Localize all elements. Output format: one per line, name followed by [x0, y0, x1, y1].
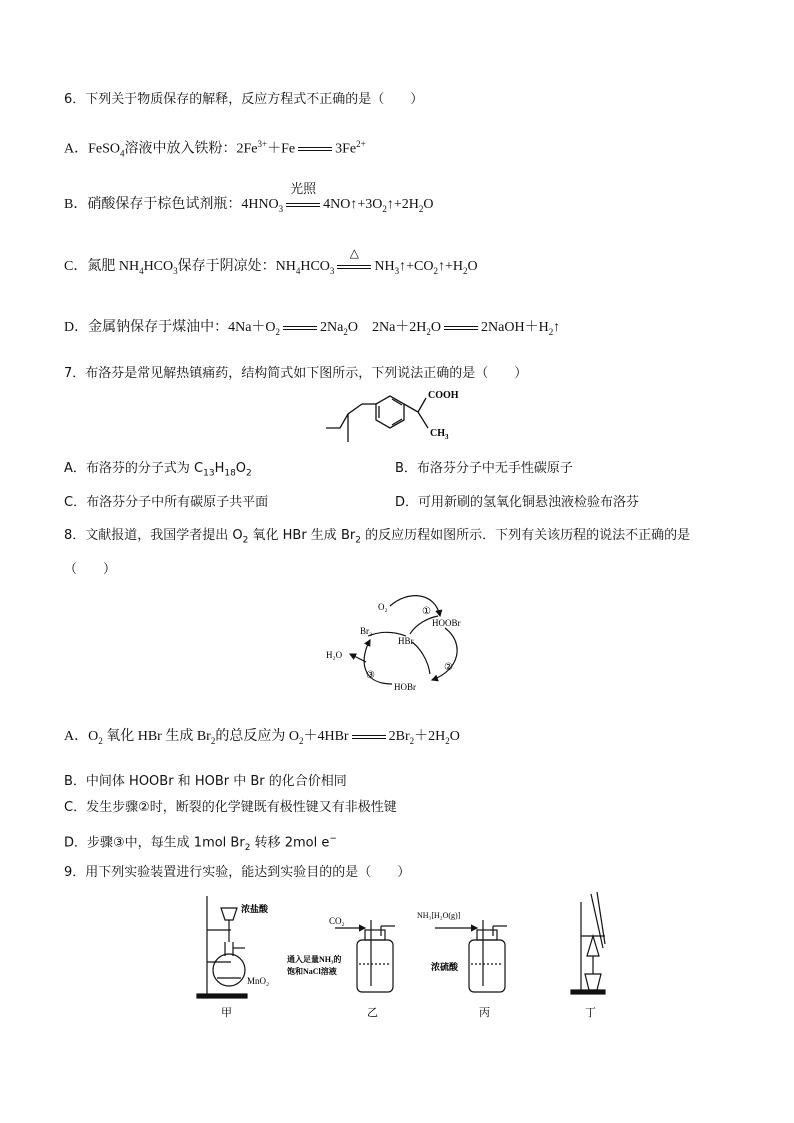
- yi-gas-label: CO₂: [329, 916, 345, 926]
- reaction-cycle-diagram: [320, 588, 490, 698]
- q6-stem: 6．下列关于物质保存的解释，反应方程式不正确的是（ ）: [64, 92, 424, 107]
- diagram-hoobr: HOOBr: [432, 618, 461, 628]
- diagram-o2: O₂: [378, 602, 388, 612]
- jia-acid-label: 浓盐酸: [241, 904, 269, 914]
- jia-mno2-label: MnO₂: [247, 976, 270, 986]
- yi-note2: 饱和NaCl溶液: [287, 967, 337, 976]
- bing-gas-label: NH₃[H₂O(g)]: [417, 911, 461, 920]
- q6-option-d: D．金属钠保存于煤油中：$4Na+O_2$ $2Na_2O$ $2Na+2H_2O$ $2NaOH+H_2↑$: [64, 320, 561, 337]
- equals-arrow: [444, 321, 478, 335]
- diagram-hbr: HBr: [398, 636, 414, 646]
- q6-option-a: A．FeSO$_4$溶液中放入铁粉：$2Fe^{3+}+Fe$ $3Fe^{2+}$: [64, 139, 366, 159]
- condition-arrow: 光照: [286, 198, 320, 212]
- heat-condition-arrow: △: [337, 260, 371, 274]
- q8-paren: （ ）: [64, 562, 117, 577]
- q8-option-d: D．步骤③中，每生成 1mol $Br_2$ 转移 2mol e−: [64, 834, 337, 853]
- lab-apparatus-figure: [195, 890, 615, 1025]
- ibuprofen-structure: [320, 384, 480, 446]
- q8-stem: 8．文献报道，我国学者提出 $O_2$ 氧化 HBr 生成 $Br_2$ 的反应历程如图所示．下列有关该历程的说法不正确的是: [64, 528, 691, 546]
- q7-option-a: A．布洛芬的分子式为 $C_{13}H_{18}O_2$: [64, 461, 252, 479]
- q8-option-c: C．发生步骤②时，断裂的化学键既有极性键又有非极性键: [64, 800, 397, 815]
- q7-option-c: C．布洛芬分子中所有碳原子共平面: [64, 495, 269, 510]
- jia-label: 甲: [221, 1007, 232, 1019]
- q7-option-b: B．布洛芬分子中无手性碳原子: [395, 461, 573, 476]
- diagram-step1: ①: [422, 606, 431, 617]
- equals-arrow: [298, 142, 332, 156]
- bing-label: 丙: [479, 1007, 490, 1019]
- diagram-step2: ②: [444, 662, 453, 673]
- diagram-br2: Br₂: [360, 626, 373, 636]
- cooh-label: COOH: [428, 390, 459, 401]
- diagram-step3: ③: [366, 670, 375, 681]
- yi-note1: 通入足量NH₃的: [287, 955, 342, 964]
- q6-option-b: B．硝酸保存于棕色试剂瓶：$4HNO_3$ 光照 $4NO↑+3O_2↑+2H_2O$: [64, 180, 434, 214]
- q7-stem: 7．布洛芬是常见解热镇痛药，结构简式如下图所示，下列说法正确的是（ ）: [64, 366, 528, 381]
- q6-option-c: C．氮肥 $NH_4HCO_3$保存于阴凉处：$NH_4HCO_3$ △ $NH_3↑+CO_2↑+H_2O$: [64, 245, 478, 276]
- equals-arrow: [352, 730, 386, 744]
- ding-label: 丁: [585, 1007, 596, 1019]
- diagram-hobr: HOBr: [394, 682, 416, 692]
- ch3-label: $CH_3$: [430, 428, 449, 441]
- yi-label: 乙: [367, 1007, 378, 1019]
- equals-arrow: [283, 321, 317, 335]
- q9-stem: 9．用下列实验装置进行实验，能达到实验目的的是（ ）: [64, 865, 411, 880]
- q8-option-a: A．$O_2$ 氧化 HBr 生成 $Br_2$的总反应为 $O_2+4HBr$ $2Br_2+2H_2O$: [64, 729, 460, 746]
- q8-option-b: B．中间体 HOOBr 和 HOBr 中 Br 的化合价相同: [64, 774, 347, 789]
- diagram-h2o: H₂O: [326, 650, 343, 660]
- q7-option-d: D．可用新刷的氢氧化铜悬浊液检验布洛芬: [395, 495, 640, 510]
- bing-note: 浓硫酸: [431, 962, 459, 972]
